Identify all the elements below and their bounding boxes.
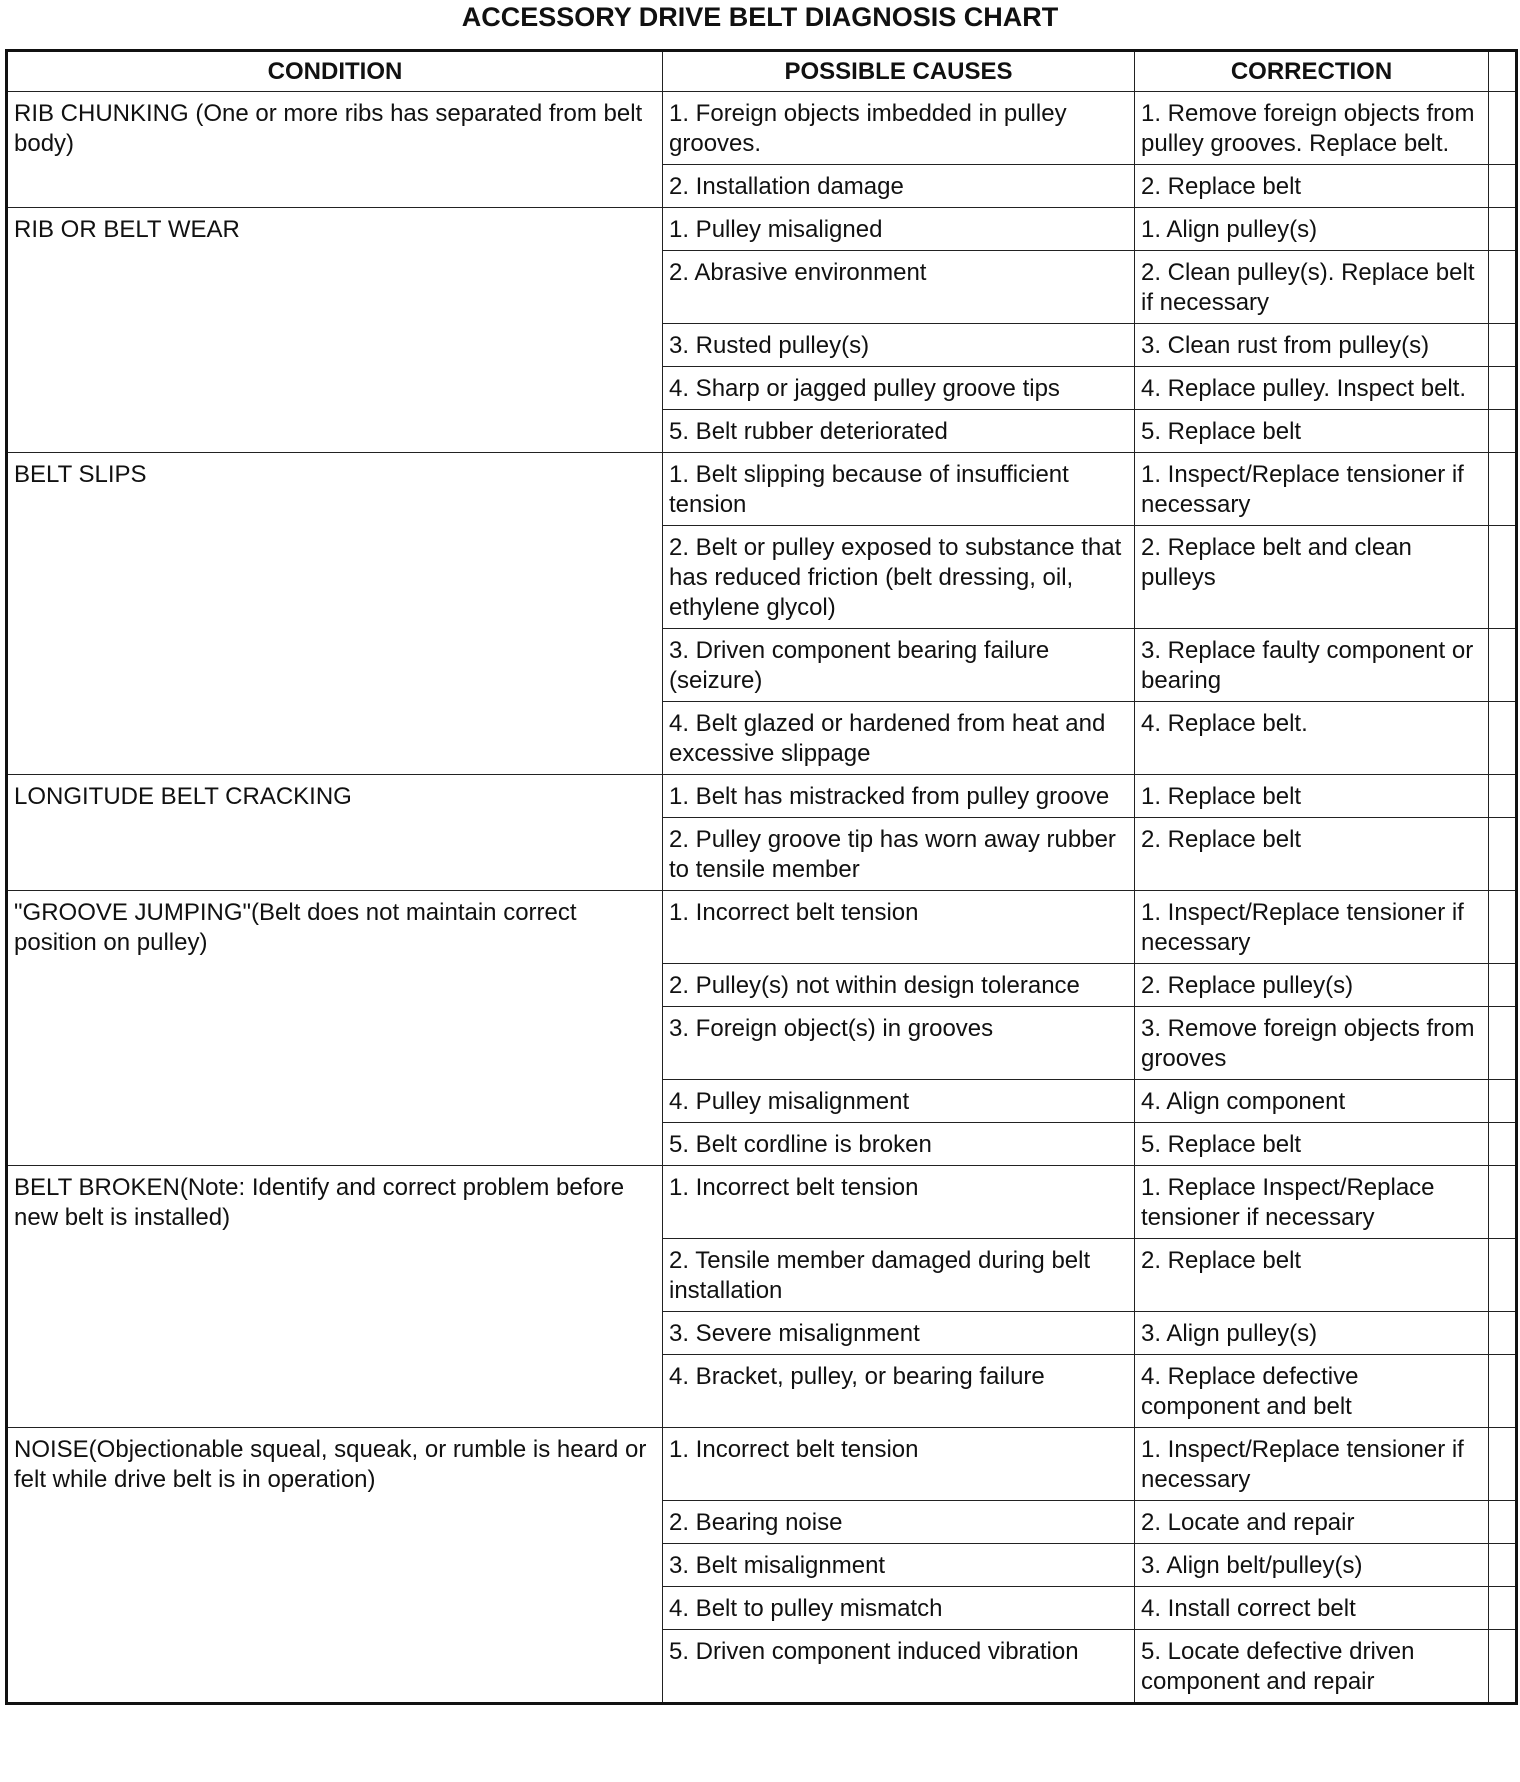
gutter-cell bbox=[1489, 1080, 1517, 1123]
cause-cell: 1. Belt slipping because of insufficient tension bbox=[663, 453, 1135, 526]
table-body bbox=[7, 92, 1517, 1704]
correction-cell: 1. Inspect/Replace tensioner if necessary bbox=[1135, 453, 1489, 526]
correction-cell: 5. Locate defective driven component and repair bbox=[1135, 1630, 1489, 1704]
correction-cell: 2. Replace belt bbox=[1135, 165, 1489, 208]
cause-cell: 1. Incorrect belt tension bbox=[663, 891, 1135, 964]
gutter-cell bbox=[1489, 891, 1517, 964]
gutter-cell bbox=[1489, 1166, 1517, 1239]
cause-cell: 2. Belt or pulley exposed to substance that has reduced friction (belt dressing, oil, ethylene glycol) bbox=[663, 526, 1135, 629]
correction-cell: 3. Remove foreign objects from grooves bbox=[1135, 1007, 1489, 1080]
table-row bbox=[7, 1166, 1517, 1239]
correction-cell: 3. Replace faulty component or bearing bbox=[1135, 629, 1489, 702]
correction-cell: 4. Install correct belt bbox=[1135, 1587, 1489, 1630]
header-correction: CORRECTION bbox=[1135, 51, 1489, 92]
correction-cell: 1. Remove foreign objects from pulley grooves. Replace belt. bbox=[1135, 92, 1489, 165]
cause-cell: 1. Pulley misaligned bbox=[663, 208, 1135, 251]
table-row bbox=[7, 775, 1517, 818]
cause-cell: 5. Belt rubber deteriorated bbox=[663, 410, 1135, 453]
correction-cell: 2. Replace belt bbox=[1135, 1239, 1489, 1312]
gutter-cell bbox=[1489, 1501, 1517, 1544]
cause-cell: 1. Incorrect belt tension bbox=[663, 1428, 1135, 1501]
gutter-cell bbox=[1489, 1123, 1517, 1166]
gutter-cell bbox=[1489, 208, 1517, 251]
diagnosis-table bbox=[5, 49, 1518, 1705]
gutter-cell bbox=[1489, 1007, 1517, 1080]
gutter-cell bbox=[1489, 92, 1517, 165]
table-row bbox=[7, 92, 1517, 165]
cause-cell: 2. Installation damage bbox=[663, 165, 1135, 208]
gutter-cell bbox=[1489, 367, 1517, 410]
cause-cell: 4. Bracket, pulley, or bearing failure bbox=[663, 1355, 1135, 1428]
gutter-cell bbox=[1489, 526, 1517, 629]
gutter-cell bbox=[1489, 1630, 1517, 1704]
correction-cell: 1. Replace Inspect/Replace tensioner if necessary bbox=[1135, 1166, 1489, 1239]
correction-cell: 4. Align component bbox=[1135, 1080, 1489, 1123]
correction-cell: 4. Replace pulley. Inspect belt. bbox=[1135, 367, 1489, 410]
cause-cell: 5. Belt cordline is broken bbox=[663, 1123, 1135, 1166]
gutter-cell bbox=[1489, 1312, 1517, 1355]
cause-cell: 1. Foreign objects imbedded in pulley grooves. bbox=[663, 92, 1135, 165]
condition-cell: NOISE(Objectionable squeal, squeak, or rumble is heard or felt while drive belt is in operation) bbox=[7, 1428, 663, 1704]
header-condition: CONDITION bbox=[7, 51, 663, 92]
correction-cell: 2. Replace pulley(s) bbox=[1135, 964, 1489, 1007]
correction-cell: 2. Locate and repair bbox=[1135, 1501, 1489, 1544]
header-possible-causes: POSSIBLE CAUSES bbox=[663, 51, 1135, 92]
correction-cell: 2. Replace belt bbox=[1135, 818, 1489, 891]
condition-cell: "GROOVE JUMPING"(Belt does not maintain correct position on pulley) bbox=[7, 891, 663, 1166]
correction-cell: 4. Replace belt. bbox=[1135, 702, 1489, 775]
gutter-cell bbox=[1489, 964, 1517, 1007]
condition-cell: RIB OR BELT WEAR bbox=[7, 208, 663, 453]
correction-cell: 3. Clean rust from pulley(s) bbox=[1135, 324, 1489, 367]
cause-cell: 2. Abrasive environment bbox=[663, 251, 1135, 324]
cause-cell: 3. Rusted pulley(s) bbox=[663, 324, 1135, 367]
correction-cell: 2. Clean pulley(s). Replace belt if necessary bbox=[1135, 251, 1489, 324]
correction-cell: 3. Align pulley(s) bbox=[1135, 1312, 1489, 1355]
table-row bbox=[7, 208, 1517, 251]
gutter-cell bbox=[1489, 1428, 1517, 1501]
cause-cell: 4. Sharp or jagged pulley groove tips bbox=[663, 367, 1135, 410]
gutter-cell bbox=[1489, 324, 1517, 367]
gutter-cell bbox=[1489, 51, 1517, 92]
condition-cell: BELT SLIPS bbox=[7, 453, 663, 775]
gutter-cell bbox=[1489, 818, 1517, 891]
gutter-cell bbox=[1489, 1355, 1517, 1428]
cause-cell: 2. Bearing noise bbox=[663, 1501, 1135, 1544]
table-row bbox=[7, 891, 1517, 964]
cause-cell: 2. Pulley groove tip has worn away rubber to tensile member bbox=[663, 818, 1135, 891]
gutter-cell bbox=[1489, 702, 1517, 775]
correction-cell: 5. Replace belt bbox=[1135, 1123, 1489, 1166]
gutter-cell bbox=[1489, 410, 1517, 453]
cause-cell: 4. Belt glazed or hardened from heat and excessive slippage bbox=[663, 702, 1135, 775]
table-row bbox=[7, 453, 1517, 526]
cause-cell: 4. Pulley misalignment bbox=[663, 1080, 1135, 1123]
gutter-cell bbox=[1489, 775, 1517, 818]
gutter-cell bbox=[1489, 629, 1517, 702]
cause-cell: 3. Foreign object(s) in grooves bbox=[663, 1007, 1135, 1080]
cause-cell: 2. Pulley(s) not within design tolerance bbox=[663, 964, 1135, 1007]
table-row bbox=[7, 1428, 1517, 1501]
cause-cell: 3. Severe misalignment bbox=[663, 1312, 1135, 1355]
condition-cell: BELT BROKEN(Note: Identify and correct problem before new belt is installed) bbox=[7, 1166, 663, 1428]
cause-cell: 5. Driven component induced vibration bbox=[663, 1630, 1135, 1704]
condition-cell: LONGITUDE BELT CRACKING bbox=[7, 775, 663, 891]
gutter-cell bbox=[1489, 453, 1517, 526]
gutter-cell bbox=[1489, 1239, 1517, 1312]
cause-cell: 3. Belt misalignment bbox=[663, 1544, 1135, 1587]
cause-cell: 4. Belt to pulley mismatch bbox=[663, 1587, 1135, 1630]
correction-cell: 1. Replace belt bbox=[1135, 775, 1489, 818]
correction-cell: 5. Replace belt bbox=[1135, 410, 1489, 453]
correction-cell: 4. Replace defective component and belt bbox=[1135, 1355, 1489, 1428]
condition-cell: RIB CHUNKING (One or more ribs has separated from belt body) bbox=[7, 92, 663, 208]
gutter-cell bbox=[1489, 1587, 1517, 1630]
correction-cell: 3. Align belt/pulley(s) bbox=[1135, 1544, 1489, 1587]
cause-cell: 3. Driven component bearing failure (seizure) bbox=[663, 629, 1135, 702]
cause-cell: 2. Tensile member damaged during belt installation bbox=[663, 1239, 1135, 1312]
cause-cell: 1. Incorrect belt tension bbox=[663, 1166, 1135, 1239]
header-row bbox=[7, 51, 1517, 92]
correction-cell: 1. Inspect/Replace tensioner if necessary bbox=[1135, 891, 1489, 964]
correction-cell: 1. Align pulley(s) bbox=[1135, 208, 1489, 251]
correction-cell: 1. Inspect/Replace tensioner if necessary bbox=[1135, 1428, 1489, 1501]
correction-cell: 2. Replace belt and clean pulleys bbox=[1135, 526, 1489, 629]
cause-cell: 1. Belt has mistracked from pulley groove bbox=[663, 775, 1135, 818]
gutter-cell bbox=[1489, 251, 1517, 324]
gutter-cell bbox=[1489, 1544, 1517, 1587]
gutter-cell bbox=[1489, 165, 1517, 208]
page-title: ACCESSORY DRIVE BELT DIAGNOSIS CHART bbox=[461, 2, 1059, 32]
